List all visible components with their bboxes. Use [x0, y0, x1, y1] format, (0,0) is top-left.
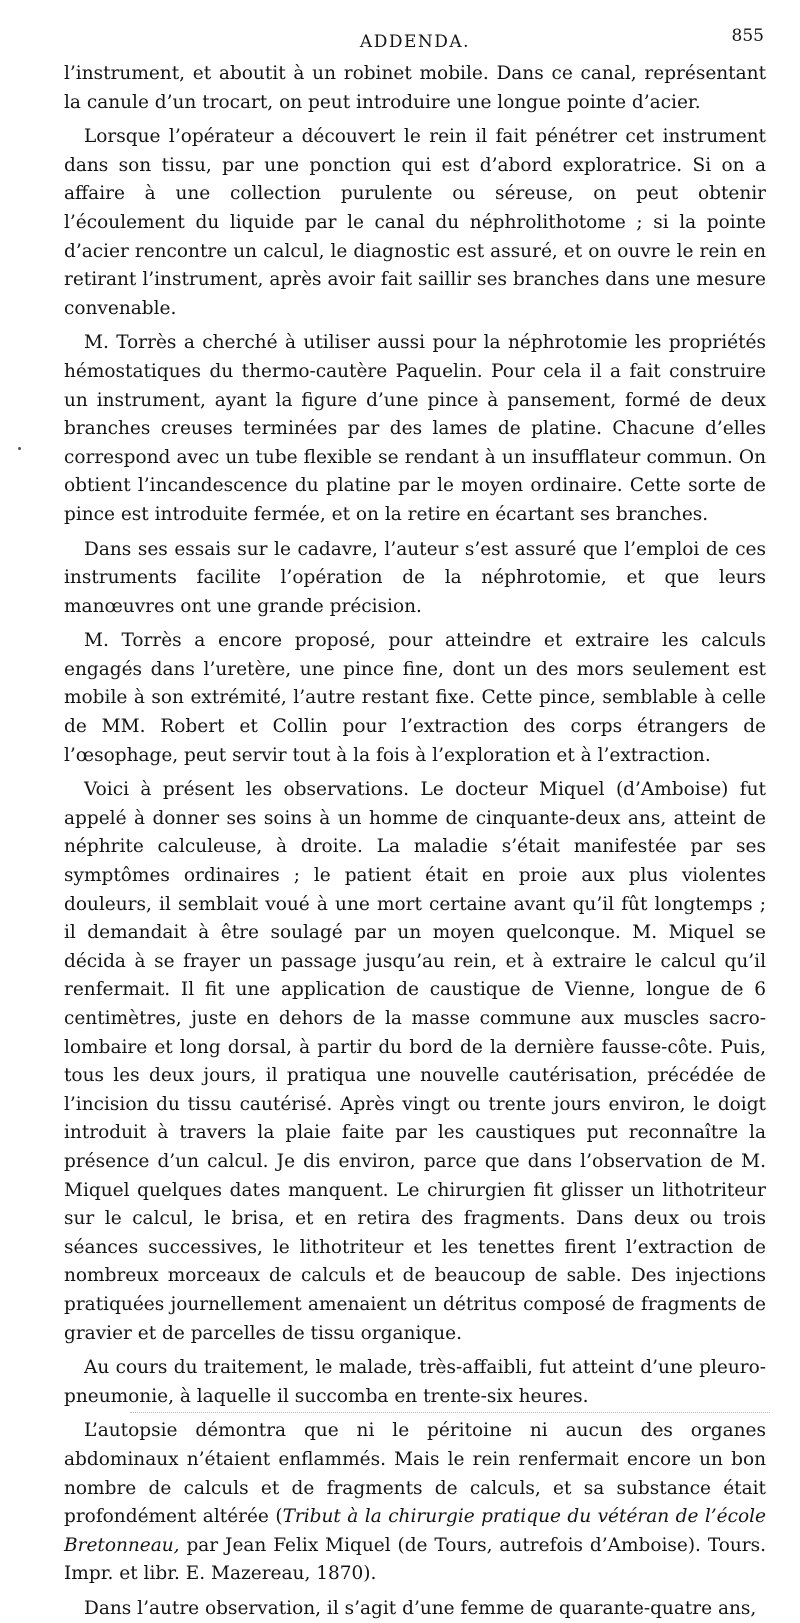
scan-noise-line	[130, 1412, 770, 1415]
book-page	[64, 26, 766, 1619]
running-title: ADDENDA.	[359, 32, 471, 52]
autopsy-text: L’autopsie démontra que ni le péritoine ni aucun des organes abdominaux n’étaient enflammés. Mais le rein renfermait encore un bon nombre de calculs et de fragments de calculs, et sa substance était profondément altérée (	[64, 1420, 766, 1528]
paragraph-instrument-end: l’instrument, et aboutit à un robinet mobile. Dans ce canal, représentant la canule d’un trocart, on peut introduire une longue pointe d’acier.	[64, 63, 766, 113]
paragraph-puncture: Lorsque l’opérateur a découvert le rein il fait pénétrer cet instrument dans son tissu, par une ponction qui est d’abord exploratrice. Si on a affaire à une collection purulente ou séreuse, on peut obtenir l’écoulement du liquide par le canal du néphrolithotome ; si la pointe d’acier rencontre un calcul, le diagnostic est assuré, et on ouvre le rein en retirant l’instrument, après avoir fait saillir ses branches dans une mesure convenable.	[64, 126, 766, 319]
running-header	[64, 26, 766, 56]
page-number: 855	[731, 26, 764, 46]
paragraph-cadaver-trials: Dans ses essais sur le cadavre, l’auteur s’est assuré que l’emploi de ces instruments facilite l’opération de la néphrotomie, et que leurs manœuvres ont une grande précision.	[64, 538, 766, 617]
citation-details: par Jean Felix Miquel (de Tours, autrefois d’Amboise). Tours. Impr. et libr. E. Mazereau, 1870).	[64, 1534, 766, 1585]
citation-title: Tribut à la chirurgie pratique du vétéran de l’école Bretonneau,	[64, 1506, 766, 1556]
paragraph-miquel-observation: Voici à présent les observations. Le docteur Miquel (d’Amboise) fut appelé à donner ses soins à un homme de cinquante-deux ans, atteint de néphrite calculeuse, à droite. La maladie s’était manifestée par ses symptômes ordinaires ; le patient était en proie aux plus violentes douleurs, il semblait voué à une mort certaine avant qu’il fût longtemps ; il demandait à être soulagé par un moyen quelconque. M. Miquel se décida à se frayer un passage jusqu’au rein, et à extraire le calcul qu’il renfermait. Il fit une application de caustique de Vienne, longue de 6 centimètres, juste en dehors de la masse commune aux muscles sacro-lombaire et long dorsal, à partir du bord de la dernière fausse-côte. Puis, tous les deux jours, il pratiqua une nouvelle cautérisation, précédée de l’incision du tissu cautérisé. Après vingt ou trente jours environ, le doigt introduit à travers la plaie faite par les caustiques put reconnaître la présence d’un calcul. Je dis environ, parce que dans l’observation de M. Miquel quelques dates manquent. Le chirurgien fit glisser un lithotriteur sur le calcul, le brisa, et en retira des fragments. Dans deux ou trois séances successives, le lithotriteur et les tenettes firent l’extraction de nombreux morceaux de calculs et de beaucoup de sable. Des injections pratiquées journellement amenaient un détritus composé de fragments de gravier et de parcelles de tissu organique.	[64, 779, 766, 1344]
paragraph-thermo-cautery: M. Torrès a cherché à utiliser aussi pour la néphrotomie les propriétés hémostatiques du thermo-cautère Paquelin. Pour cela il a fait construire un instrument, ayant la figure d’une pince à pansement, formé de deux branches creuses terminées par des lames de platine. Chacune d’elles correspond avec un tube flexible se rendant à un insufflateur commun. On obtient l’incandescence du platine par le moyen ordinaire. Cette sorte de pince est introduite fermée, et on la retire en écartant ses branches.	[64, 332, 766, 525]
paragraph-pleuro-pneumonia: Au cours du traitement, le malade, très-affaibli, fut atteint d’une pleuro-pneumonie, à laquelle il succomba en trente-six heures.	[64, 1357, 766, 1407]
paragraph-autopsy	[64, 1417, 766, 1589]
stray-ink-mark	[18, 447, 21, 450]
paragraph-second-observation: Dans l’autre observation, il s’agit d’une femme de quarante-quatre ans,	[84, 1597, 757, 1619]
body-text	[64, 60, 766, 1623]
paragraph-ureter-forceps: M. Torrès a encore proposé, pour atteindre et extraire les calculs engagés dans l’uretère, une pince fine, dont un des mors seulement est mobile à son extrémité, l’autre restant fixe. Cette pince, semblable à celle de MM. Robert et Collin pour l’extraction des corps étrangers de l’œsophage, peut servir tout à la fois à l’exploration et à l’extraction.	[64, 630, 766, 766]
